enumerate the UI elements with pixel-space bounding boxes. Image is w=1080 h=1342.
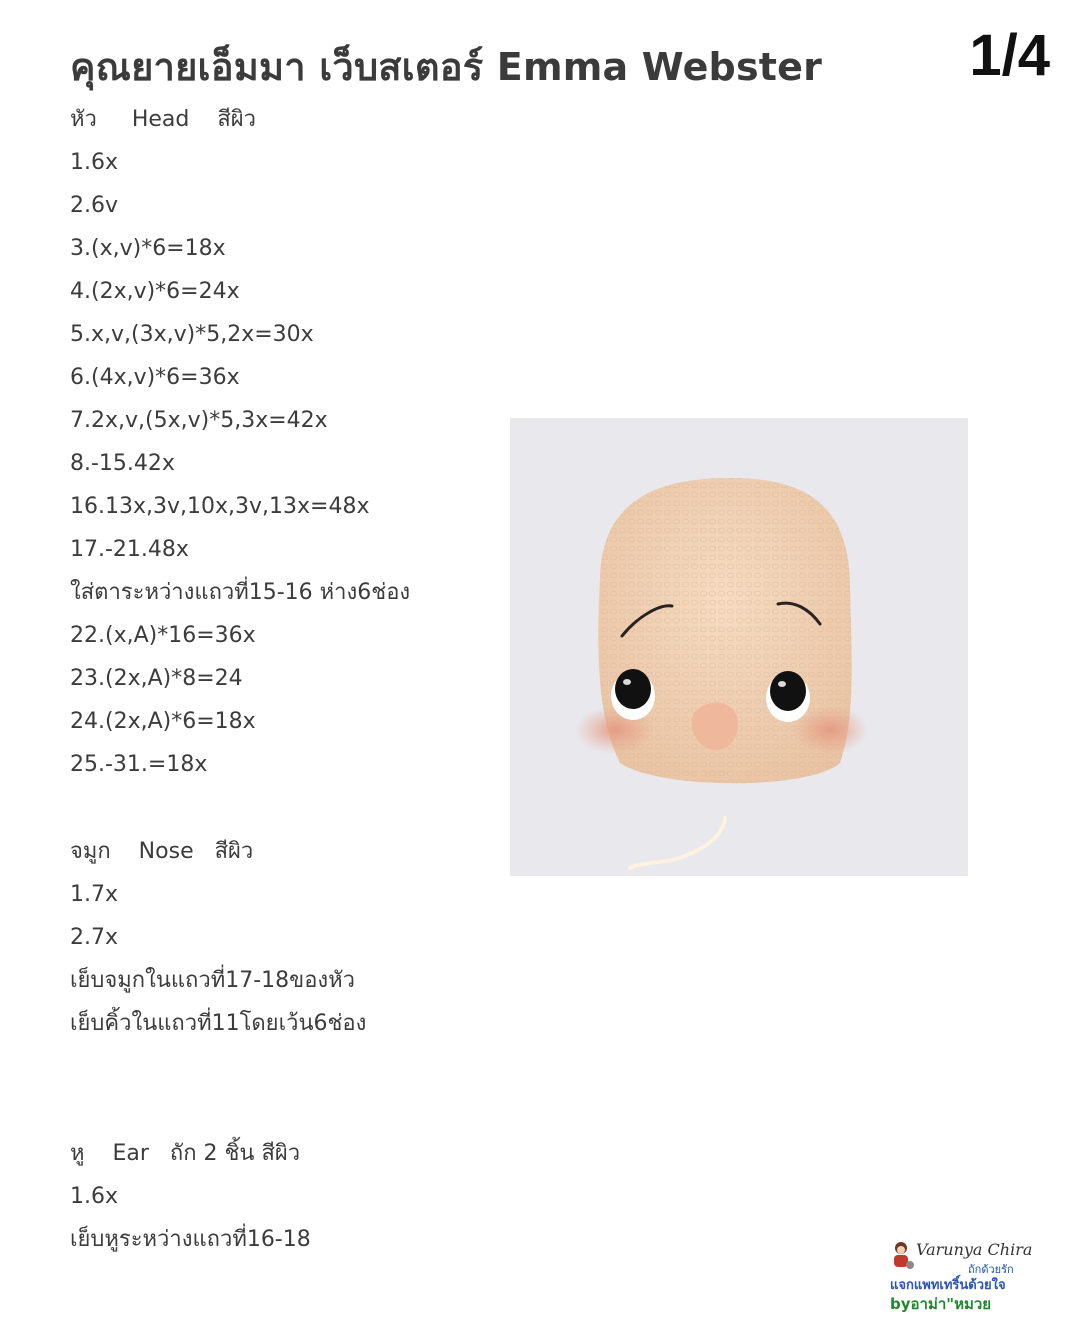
head-row: 8.-15.42x [70,451,175,476]
nose-heading: จมูก Nose สีผิว [70,839,254,864]
head-row: 17.-21.48x [70,537,189,562]
left-eye [615,669,651,709]
head-row: 7.2x,v,(5x,v)*5,3x=42x [70,408,328,433]
nose-row: 1.7x [70,882,119,907]
crochet-head-photo [510,418,968,876]
ear-heading: หู Ear ถัก 2 ชิ้น สีผิว [70,1141,301,1166]
nose-row: 2.7x [70,925,119,950]
head-row: 25.-31.=18x [70,752,208,777]
head-row: 5.x,v,(3x,v)*5,2x=30x [70,322,314,347]
head-row: 6.(4x,v)*6=36x [70,365,240,390]
ear-row: 1.6x [70,1184,119,1209]
ear-row: เย็บหูระหว่างแถวที่16-18 [70,1227,311,1252]
head-row: 22.(x,A)*16=36x [70,623,256,648]
nose-row: เย็บคิ้วในแถวที่11โดยเว้น6ช่อง [70,1011,367,1036]
credit-by: byอาม่า"หมวย [890,1295,992,1313]
knitter-icon [888,1240,914,1270]
crochet-head-illustration [510,418,968,876]
head-row: 4.(2x,v)*6=24x [70,279,240,304]
right-eye [770,671,806,711]
head-row: 24.(2x,A)*6=18x [70,709,256,734]
head-row: 16.13x,3v,10x,3v,13x=48x [70,494,370,519]
head-row: 1.6x [70,150,119,175]
nose-row: เย็บจมูกในแถวที่17-18ของหัว [70,968,356,993]
head-row: 3.(x,v)*6=18x [70,236,226,261]
head-row: 23.(2x,A)*8=24 [70,666,243,691]
credit-name: Varunya Chira [916,1240,1033,1259]
head-row: 2.6v [70,193,119,218]
head-row: ใส่ตาระหว่างแถวที่15-16 ห่าง6ช่อง [70,580,411,605]
page-number: 1/4 [969,23,1050,88]
credit-subtitle: ถักด้วยรัก [968,1263,1014,1276]
head-heading: หัว Head สีผิว [70,107,256,132]
credit-share: แจกแพทเทริ์นด้วยใจ [890,1278,1006,1293]
credit-logo [886,1238,1033,1318]
pattern-title: คุณยายเอ็มมา เว็บสเตอร์ Emma Webster [70,45,823,89]
